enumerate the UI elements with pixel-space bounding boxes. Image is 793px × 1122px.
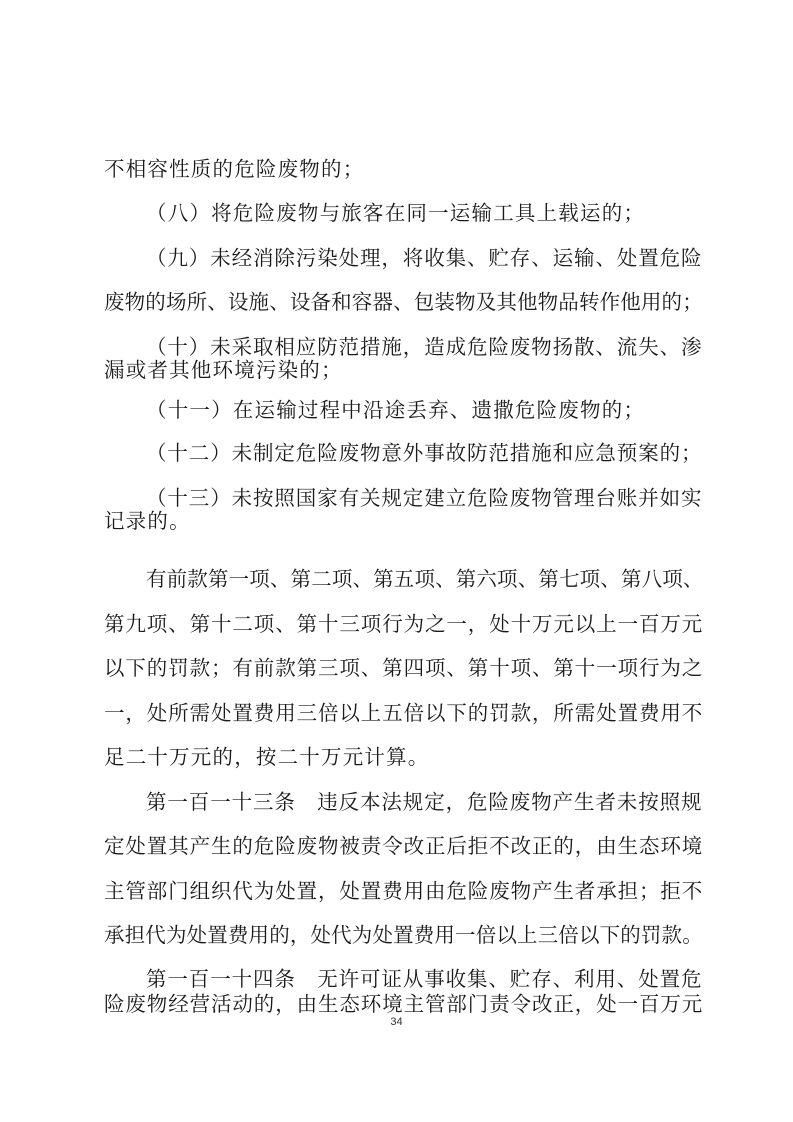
text-line: 记录的。: [104, 509, 191, 533]
text-line: 废物的场所、设施、设备和容器、包装物及其他物品转作他用的；: [104, 290, 703, 314]
text-line: （九）未经消除污染处理，将收集、贮存、运输、处置危险: [146, 246, 703, 270]
text-line: 一，处所需处置费用三倍以上五倍以下的罚款，所需处置费用不: [104, 701, 704, 725]
text-line: 有前款第一项、第二项、第五项、第六项、第七项、第八项、: [146, 567, 704, 591]
text-line: 第九项、第十二项、第十三项行为之一，处十万元以上一百万元: [104, 612, 704, 636]
text-line: 以下的罚款；有前款第三项、第四项、第十项、第十一项行为之: [104, 656, 704, 680]
text-line: 承担代为处置费用的，处代为处置费用一倍以上三倍以下的罚款。: [104, 923, 703, 947]
text-line: 足二十万元的，按二十万元计算。: [104, 745, 430, 769]
text-line: （十二）未制定危险废物意外事故防范措施和应急预案的；: [146, 441, 703, 465]
text-line: （十一）在运输过程中沿途丢弃、遗撒危险废物的；: [146, 398, 646, 422]
text-line: 第一百一十四条 无许可证从事收集、贮存、利用、处置危: [146, 967, 703, 991]
text-line: （十三）未按照国家有关规定建立危险废物管理台账并如实: [146, 486, 703, 510]
text-line: 险废物经营活动的，由生态环境主管部门责令改正，处一百万元: [104, 992, 704, 1016]
text-line: 第一百一十三条 违反本法规定，危险废物产生者未按照规: [146, 790, 703, 814]
text-line: 主管部门组织代为处置，处置费用由危险废物产生者承担；拒不: [104, 879, 704, 903]
text-line: 漏或者其他环境污染的；: [104, 358, 343, 382]
page-number: 34: [390, 1016, 403, 1028]
text-line: 定处置其产生的危险废物被责令改正后拒不改正的，由生态环境: [104, 834, 704, 858]
text-line: 不相容性质的危险废物的；: [104, 157, 365, 181]
text-line: （八）将危险废物与旅客在同一运输工具上载运的；: [146, 201, 646, 225]
text-line: （十）未采取相应防范措施，造成危险废物扬散、流失、渗: [146, 335, 703, 359]
